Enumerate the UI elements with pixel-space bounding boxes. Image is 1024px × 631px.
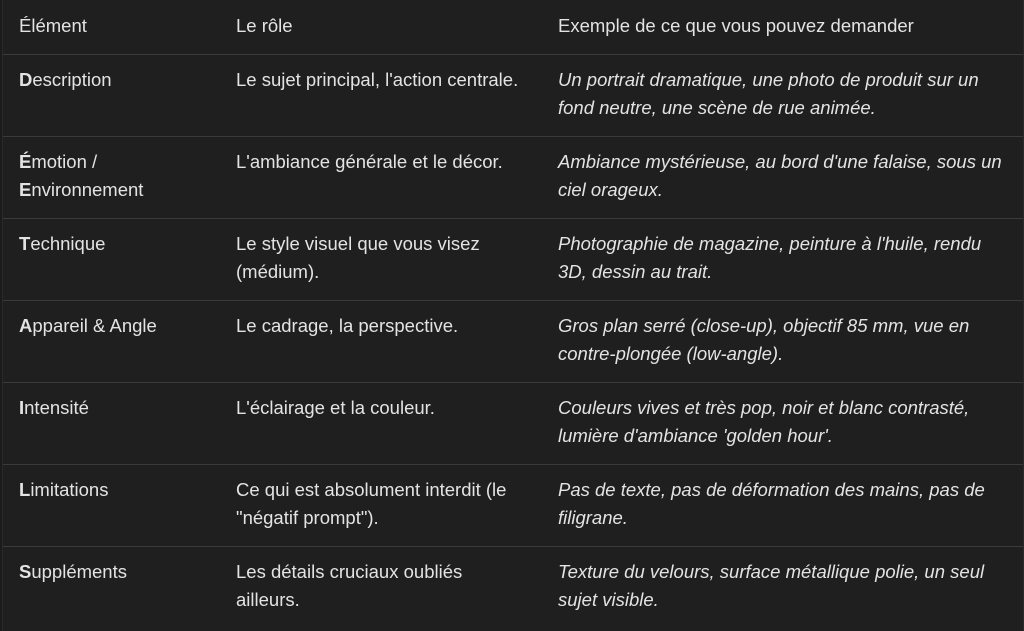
element-rest: motion / (31, 150, 98, 172)
role-cell: Ce qui est absolument interdit (le "négatif prompt"). (236, 478, 507, 528)
example-cell: Ambiance mystérieuse, au bord d'une falaise, sous un ciel orageux. (558, 150, 1002, 200)
element-cell (3, 54, 220, 136)
prompt-elements-table (3, 0, 1023, 628)
element-rest: escription (32, 68, 112, 90)
element-cell (3, 300, 220, 382)
element-initial: S (19, 560, 32, 582)
header-element: Élément (19, 15, 87, 36)
table-row (3, 464, 1023, 546)
example-cell: Photographie de magazine, peinture à l'huile, rendu 3D, dessin au trait. (558, 232, 982, 282)
example-cell: Gros plan serré (close-up), objectif 85 mm, vue en contre-plongée (low-angle). (558, 314, 970, 364)
element-rest: ppareil & Angle (32, 314, 157, 336)
example-cell: Pas de texte, pas de déformation des mains, pas de filigrane. (558, 478, 985, 528)
element-line (19, 66, 220, 94)
example-cell: Un portrait dramatique, une photo de produit sur un fond neutre, une scène de rue animée. (558, 68, 979, 118)
element-initial: E (19, 178, 32, 200)
element-rest: echnique (30, 232, 106, 254)
table-row (3, 382, 1023, 464)
table-row (3, 300, 1023, 382)
element-rest: uppléments (31, 560, 127, 582)
role-cell: L'ambiance générale et le décor. (236, 150, 503, 172)
example-cell: Texture du velours, surface métallique polie, un seul sujet visible. (558, 560, 985, 610)
table-row (3, 136, 1023, 218)
element-cell (3, 464, 220, 546)
element-line (19, 176, 220, 204)
role-cell: Le sujet principal, l'action centrale. (236, 68, 519, 90)
table-row (3, 218, 1023, 300)
table-header-row (3, 0, 1023, 54)
element-rest: ntensité (24, 396, 89, 418)
element-line (19, 230, 220, 258)
element-initial: A (19, 314, 33, 336)
header-role: Le rôle (236, 15, 293, 36)
role-cell: L'éclairage et la couleur. (236, 396, 435, 418)
element-cell (3, 382, 220, 464)
element-line (19, 312, 220, 340)
table-row (3, 54, 1023, 136)
element-line (19, 148, 220, 176)
element-cell (3, 136, 220, 218)
element-initial: D (19, 68, 33, 90)
element-rest: imitations (30, 478, 109, 500)
header-example: Exemple de ce que vous pouvez demander (558, 15, 914, 36)
role-cell: Le style visuel que vous visez (médium). (236, 232, 480, 282)
element-cell (3, 218, 220, 300)
element-initial: L (19, 478, 31, 500)
element-initial: É (19, 150, 32, 172)
element-initial: T (19, 232, 31, 254)
role-cell: Le cadrage, la perspective. (236, 314, 459, 336)
element-line (19, 558, 220, 586)
element-cell (3, 546, 220, 628)
table-row (3, 546, 1023, 628)
example-cell: Couleurs vives et très pop, noir et blanc contrasté, lumière d'ambiance 'golden hour'. (558, 396, 970, 446)
element-line (19, 394, 220, 422)
element-line (19, 476, 220, 504)
element-initial: I (19, 396, 25, 418)
prompt-elements-table-container (2, 0, 1024, 631)
element-rest: nvironnement (31, 178, 144, 200)
role-cell: Les détails cruciaux oubliés ailleurs. (236, 560, 463, 610)
